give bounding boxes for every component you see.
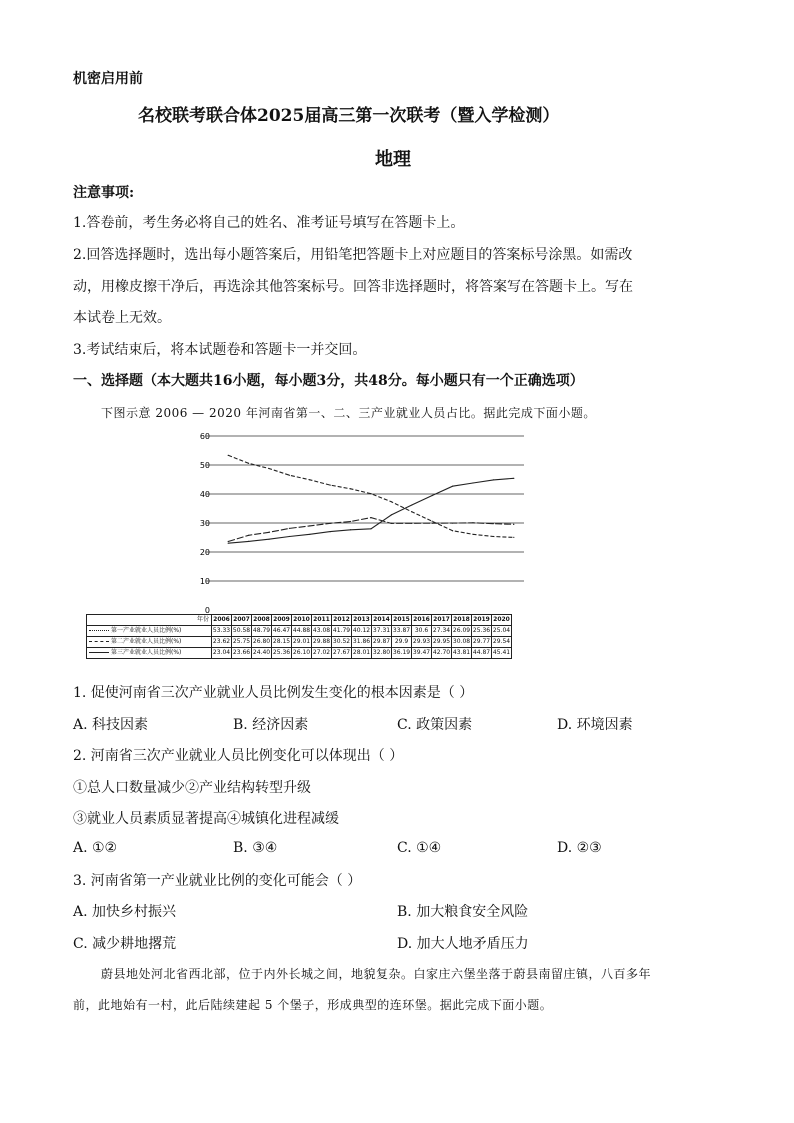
section1-heading: 一、选择题（本大题共16小题，每小题3分，共48分。每小题只有一个正确选项） <box>73 373 584 389</box>
x-tick-label: 2016 <box>412 615 432 626</box>
note-item-2-line3: 本试卷上无效。 <box>73 310 171 326</box>
note-item-3: 3.考试结束后，将本试题卷和答题卡一并交回。 <box>73 342 367 358</box>
y-tick-label: 0 <box>204 606 210 615</box>
legend-swatch <box>89 652 109 653</box>
data-point-series-3 <box>472 482 473 483</box>
data-label: 25.36 <box>272 648 292 659</box>
data-label: 26.80 <box>252 637 272 648</box>
data-label: 25.36 <box>472 626 492 637</box>
legend-label: 第三产业就业人员比例(%) <box>111 649 182 656</box>
data-point-series-3 <box>248 541 249 542</box>
q1-option-d[interactable]: D. 环境因素 <box>557 717 633 733</box>
y-tick-label: 30 <box>199 519 210 528</box>
data-point-series-1 <box>350 488 351 489</box>
data-label: 28.15 <box>272 637 292 648</box>
data-label: 29.9 <box>392 637 412 648</box>
data-label: 37.31 <box>372 626 392 637</box>
data-label: 30.6 <box>412 626 432 637</box>
data-point-series-1 <box>493 536 494 537</box>
x-tick-label: 2010 <box>292 615 312 626</box>
data-label: 27.34 <box>432 626 452 637</box>
table-header-row <box>87 615 512 626</box>
x-tick-label: 2011 <box>312 615 332 626</box>
x-tick-label: 2007 <box>232 615 252 626</box>
exam-title: 名校联考联合体2025届高三第一次联考（暨入学检测） <box>138 106 560 126</box>
data-point-series-2 <box>268 532 269 533</box>
data-point-series-2 <box>330 523 331 524</box>
data-label: 41.79 <box>332 626 352 637</box>
series-line-2 <box>228 518 514 542</box>
data-point-series-1 <box>330 484 331 485</box>
data-label: 40.12 <box>352 626 372 637</box>
x-tick-label: 2019 <box>472 615 492 626</box>
data-point-series-1 <box>248 463 249 464</box>
y-tick-label: 50 <box>199 461 210 470</box>
passage2-line2: 前，此地始有一村，此后陆续建起 5 个堡子，形成典型的连环堡。据此完成下面小题。 <box>73 998 553 1012</box>
q2-stem: 2. 河南省三次产业就业人员比例变化可以体现出（ ） <box>73 748 404 764</box>
data-label: 36.19 <box>392 648 412 659</box>
data-point-series-2 <box>391 523 392 524</box>
data-point-series-3 <box>330 531 331 532</box>
data-label: 29.93 <box>412 637 432 648</box>
data-label: 23.66 <box>232 648 252 659</box>
data-label: 42.70 <box>432 648 452 659</box>
table-row <box>87 648 512 659</box>
notes-heading: 注意事项: <box>73 185 135 201</box>
x-tick-label: 2014 <box>372 615 392 626</box>
data-point-series-2 <box>513 524 514 525</box>
x-tick-label: 2015 <box>392 615 412 626</box>
data-label: 29.88 <box>312 637 332 648</box>
data-point-series-3 <box>432 495 433 496</box>
x-tick-label: 2020 <box>492 615 512 626</box>
x-tick-label: 2006 <box>212 615 232 626</box>
data-label: 45.41 <box>492 648 512 659</box>
data-label: 30.52 <box>332 637 352 648</box>
data-point-series-2 <box>370 517 371 518</box>
x-tick-label: 2012 <box>332 615 352 626</box>
data-point-series-1 <box>432 521 433 522</box>
data-label: 44.88 <box>292 626 312 637</box>
legend-label: 第一产业就业人员比例(%) <box>111 627 182 634</box>
note-item-2-line2: 动，用橡皮擦干净后，再选涂其他答案标号。回答非选择题时，将答案写在答题卡上。写在 <box>73 279 633 295</box>
table-row <box>87 637 512 648</box>
data-point-series-1 <box>452 530 453 531</box>
data-point-series-2 <box>452 523 453 524</box>
q2-option-b[interactable]: B. ③④ <box>233 840 278 856</box>
data-point-series-3 <box>309 534 310 535</box>
table-row <box>87 626 512 637</box>
legend-label: 第二产业就业人员比例(%) <box>111 638 182 645</box>
data-point-series-1 <box>391 501 392 502</box>
q3-stem: 3. 河南省第一产业就业比例的变化可能会（ ） <box>73 873 362 889</box>
q2-option-a[interactable]: A. ①② <box>73 840 118 856</box>
q2-statement-line2: ③就业人员素质显著提高④城镇化进程减缓 <box>73 811 339 827</box>
data-point-series-2 <box>350 521 351 522</box>
note-item-2-line1: 2.回答选择题时，选出每小题答案后，用铅笔把答题卡上对应题目的答案标号涂黑。如需改 <box>73 247 633 263</box>
data-point-series-2 <box>432 523 433 524</box>
data-label: 39.47 <box>412 648 432 659</box>
y-tick-label: 60 <box>199 432 210 441</box>
data-point-series-2 <box>493 523 494 524</box>
data-label: 48.79 <box>252 626 272 637</box>
x-tick-label: 2018 <box>452 615 472 626</box>
data-label: 43.81 <box>452 648 472 659</box>
data-point-series-3 <box>452 486 453 487</box>
data-label: 29.77 <box>472 637 492 648</box>
q3-option-a[interactable]: A. 加快乡村振兴 <box>73 904 177 920</box>
q1-option-c[interactable]: C. 政策因素 <box>397 717 473 733</box>
series-line-3 <box>228 478 514 543</box>
q2-option-c[interactable]: C. ①④ <box>397 840 442 856</box>
data-point-series-3 <box>513 478 514 479</box>
data-point-series-1 <box>513 537 514 538</box>
data-label: 25.04 <box>492 626 512 637</box>
y-tick-label: 10 <box>199 577 210 586</box>
data-label: 23.04 <box>212 648 232 659</box>
data-point-series-2 <box>248 535 249 536</box>
data-label: 28.01 <box>352 648 372 659</box>
q1-stem: 1. 促使河南省三次产业就业人员比例发生变化的根本因素是（ ） <box>73 685 474 701</box>
data-label: 44.87 <box>472 648 492 659</box>
data-point-series-2 <box>309 525 310 526</box>
data-point-series-3 <box>391 514 392 515</box>
note-item-1: 1.答卷前，考生务必将自己的姓名、准考证号填写在答题卡上。 <box>73 215 465 231</box>
data-point-series-3 <box>350 529 351 530</box>
q2-option-d[interactable]: D. ②③ <box>557 840 602 856</box>
data-point-series-3 <box>228 543 229 544</box>
data-label: 31.86 <box>352 637 372 648</box>
data-label: 29.87 <box>372 637 392 648</box>
y-tick-label: 40 <box>199 490 210 499</box>
legend-entry <box>87 626 212 637</box>
q3-option-b[interactable]: B. 加大粮食安全风险 <box>397 904 529 920</box>
q1-option-b[interactable]: B. 经济因素 <box>233 717 309 733</box>
data-point-series-3 <box>289 536 290 537</box>
data-point-series-2 <box>472 522 473 523</box>
subject-title: 地理 <box>375 149 411 170</box>
data-point-series-3 <box>268 539 269 540</box>
x-tick-label: 2009 <box>272 615 292 626</box>
data-label: 26.09 <box>452 626 472 637</box>
legend-swatch <box>89 641 109 642</box>
data-label: 33.87 <box>392 626 412 637</box>
data-label: 29.95 <box>432 637 452 648</box>
legend-entry <box>87 648 212 659</box>
data-label: 29.54 <box>492 637 512 648</box>
data-point-series-1 <box>411 511 412 512</box>
y-tick-label: 20 <box>199 548 210 557</box>
legend-swatch <box>89 630 109 631</box>
data-point-series-1 <box>370 493 371 494</box>
data-point-series-1 <box>228 455 229 456</box>
data-point-series-1 <box>309 479 310 480</box>
figure-caption: 下图示意 2006 — 2020 年河南省第一、二、三产业就业人员占比。据此完成下面小题。 <box>101 406 596 420</box>
data-point-series-1 <box>289 475 290 476</box>
data-point-series-1 <box>268 468 269 469</box>
q3-option-d[interactable]: D. 加大人地矛盾压力 <box>397 936 529 952</box>
data-point-series-2 <box>411 523 412 524</box>
data-label: 24.40 <box>252 648 272 659</box>
data-label: 50.58 <box>232 626 252 637</box>
x-tick-label: 2017 <box>432 615 452 626</box>
data-label: 23.62 <box>212 637 232 648</box>
data-label: 27.02 <box>312 648 332 659</box>
data-point-series-3 <box>370 528 371 529</box>
data-point-series-2 <box>289 528 290 529</box>
data-point-series-1 <box>472 534 473 535</box>
data-label: 53.33 <box>212 626 232 637</box>
data-label: 46.47 <box>272 626 292 637</box>
data-label: 30.08 <box>452 637 472 648</box>
q2-statement-line1: ①总人口数量减少②产业结构转型升级 <box>73 780 311 796</box>
chart-data-table <box>86 614 512 659</box>
data-label: 43.08 <box>312 626 332 637</box>
data-label: 26.10 <box>292 648 312 659</box>
data-point-series-2 <box>228 541 229 542</box>
data-point-series-3 <box>493 479 494 480</box>
legend-entry <box>87 637 212 648</box>
q1-option-a[interactable]: A. 科技因素 <box>73 717 149 733</box>
x-tick-label: 2013 <box>352 615 372 626</box>
data-label: 25.75 <box>232 637 252 648</box>
passage2-line1: 蔚县地处河北省西北部，位于内外长城之间，地貌复杂。白家庄六堡坐落于蔚县南留庄镇，八百多年 <box>101 967 652 981</box>
q3-option-c[interactable]: C. 减少耕地撂荒 <box>73 936 177 952</box>
data-point-series-3 <box>411 504 412 505</box>
data-label: 29.01 <box>292 637 312 648</box>
secrecy-label: 机密启用前 <box>73 71 143 87</box>
data-label: 27.67 <box>332 648 352 659</box>
series-line-1 <box>228 455 514 537</box>
x-tick-label: 2008 <box>252 615 272 626</box>
data-label: 32.80 <box>372 648 392 659</box>
table-header-label: 年份 <box>87 615 212 626</box>
